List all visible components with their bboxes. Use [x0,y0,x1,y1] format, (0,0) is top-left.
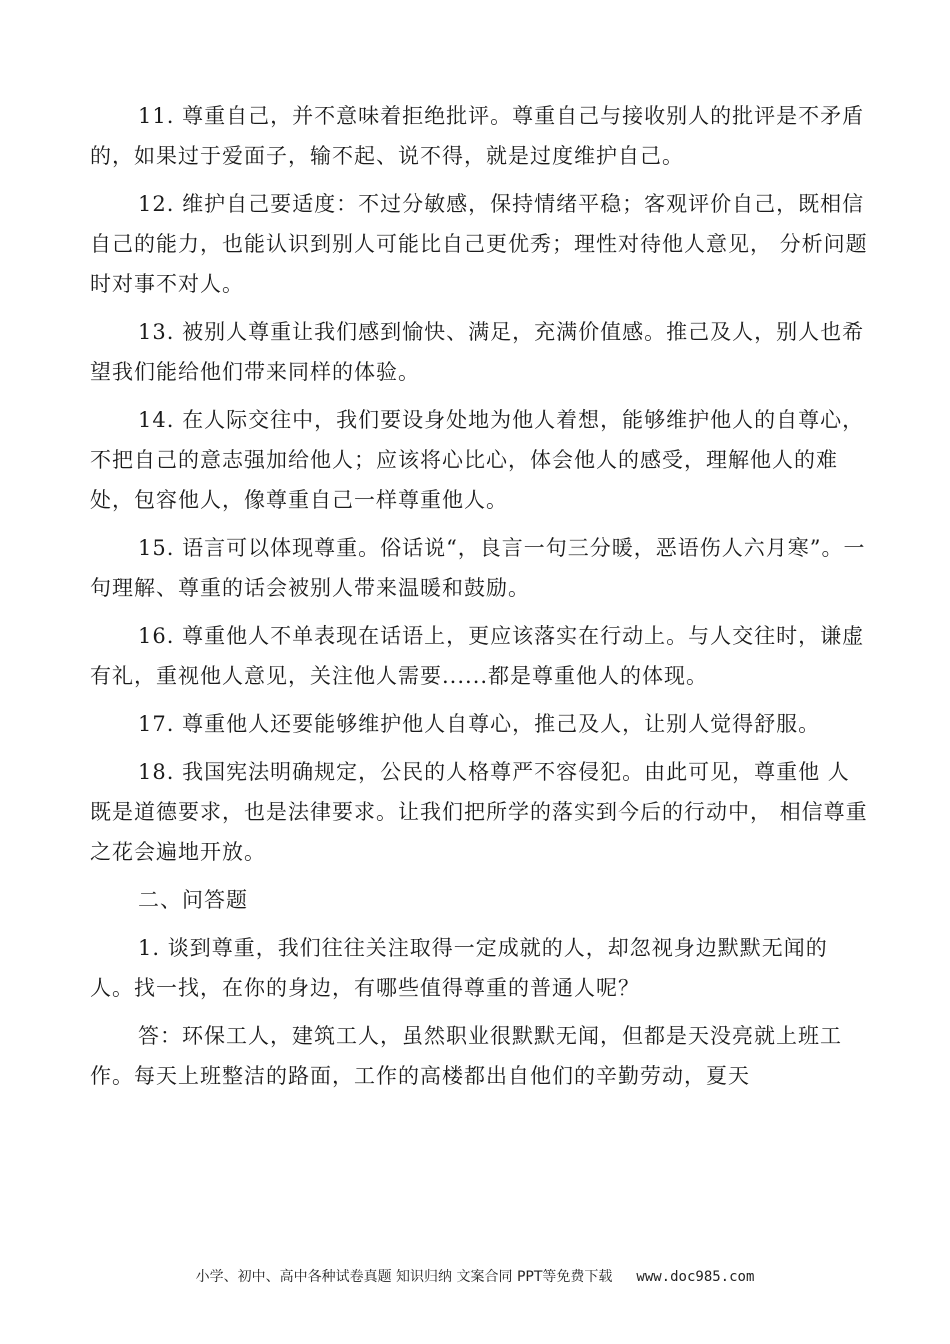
footer-url: www.doc985.com [636,1269,755,1285]
paragraph-item-18: 18. 我国宪法明确规定，公民的人格尊严不容侵犯。由此可见，尊重他 人既是道德要求，也是法律要求。让我们把所学的落实到今后的行动中， 相信尊重之花会遍地开放。 [90,760,868,864]
paragraph-item-15: 15. 语言可以体现尊重。俗话说“，良言一句三分暖，恶语伤人六月寒”。一句理解、尊重的话会被别人带来温暖和鼓励。 [90,536,866,600]
page-footer [0,1267,950,1287]
paragraph-item-16: 16. 尊重他人不单表现在话语上，更应该落实在行动上。与人交往时，谦虚有礼，重视他人意见，关注他人需要......都是尊重他人的体现。 [90,624,865,688]
answer-paragraph: 答：环保工人，建筑工人，虽然职业很默默无闻，但都是天没亮就上班工作。每天上班整洁的路面，工作的高楼都出自他们的辛勤劳动，夏天 [90,1024,842,1088]
paragraph-item-17: 17. 尊重他人还要能够维护他人自尊心，推己及人，让别人觉得舒服。 [138,712,821,736]
paragraph-item-11: 11. 尊重自己，并不意味着拒绝批评。尊重自己与接收别人的批评是不矛盾的，如果过于爱面子，输不起、说不得，就是过度维护自己。 [90,104,865,168]
section-heading: 二、问答题 [138,888,248,912]
document-body [90,96,870,1104]
paragraph-item-13: 13. 被别人尊重让我们感到愉快、满足，充满价值感。推己及人，别人也希望我们能给他们带来同样的体验。 [90,320,865,384]
paragraph-item-14: 14. 在人际交往中，我们要设身处地为他人着想，能够维护他人的自尊心，不把自己的意志强加给他人；应该将心比心，体会他人的感受，理解他人的难处，包容他人，像尊重自己一样尊重他人。 [90,408,865,512]
paragraph-item-12: 12. 维护自己要适度：不过分敏感，保持情绪平稳；客观评价自己，既相信自己的能力，也能认识到别人可能比自己更优秀；理性对待他人意见， 分析问题时对事不对人。 [90,192,868,296]
question-paragraph: 1. 谈到尊重，我们往往关注取得一定成就的人，却忽视身边默默无闻的人。找一找，在你的身边，有哪些值得尊重的普通人呢？ [90,936,828,1000]
footer-text: 小学、初中、高中各种试卷真题 知识归纳 文案合同 PPT等免费下载 [195,1269,613,1285]
